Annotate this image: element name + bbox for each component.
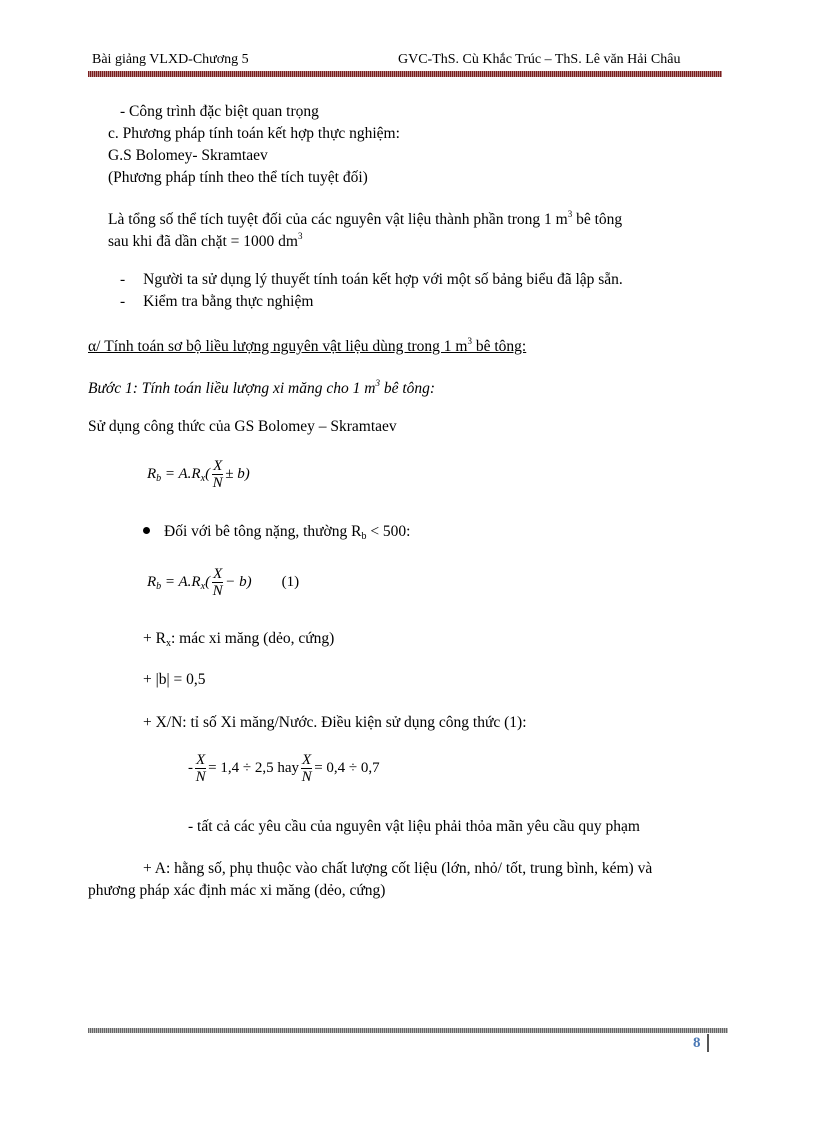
formula-bolomey: $R_b = A.R_x$( $\frac{X}{N}$ ± b) bbox=[147, 458, 250, 491]
xn-condition: - $\frac{X}{N}$ = 1,4 ÷ 2,5 hay $\frac{X}{N}$ = 0,4 ÷ 0,7 bbox=[188, 752, 380, 785]
rx-definition: + $R_x$: mác xi măng (dẻo, cứng) bbox=[143, 630, 335, 649]
section-c-heading: c. Phương pháp tính toán kết hợp thực nghiệm: bbox=[108, 125, 400, 142]
bullet-dot-icon bbox=[143, 527, 150, 534]
xn-definition: + X/N: tỉ số Xi măng/Nước. Điều kiện sử dụng công thức (1): bbox=[143, 714, 527, 731]
a-definition-line-1: + A: hằng số, phụ thuộc vào chất lượng cốt liệu (lớn, nhỏ/ tốt, trung bình, kém) và bbox=[143, 860, 653, 877]
list-item: Đối với bê tông nặng, thường $R_b < 500$: bbox=[143, 523, 411, 542]
footer-divider bbox=[88, 1028, 728, 1033]
a-definition-line-2: phương pháp xác định mác xi măng (dẻo, cứng) bbox=[88, 882, 386, 899]
footer-bar bbox=[707, 1034, 709, 1052]
use-formula-text: Sử dụng công thức của GS Bolomey – Skramtaev bbox=[88, 418, 397, 435]
b-definition: + |b| = 0,5 bbox=[143, 671, 206, 688]
method-note: (Phương pháp tính theo thể tích tuyệt đối) bbox=[108, 169, 368, 186]
definition-line-2: sau khi đã dần chặt = 1000 $dm^3$ bbox=[108, 231, 303, 250]
alpha-heading: α/ Tính toán sơ bộ liều lượng nguyên vật liệu dùng trong 1 $m^3$ bê tông: bbox=[88, 336, 527, 355]
definition-line-1: Là tổng số thể tích tuyệt đối của các nguyên vật liệu thành phần trong 1 $m^3$ bê tông bbox=[108, 209, 623, 228]
method-name: G.S Bolomey- Skramtaev bbox=[108, 147, 268, 164]
header-left: Bài giảng VLXD-Chương 5 bbox=[92, 52, 249, 67]
material-requirement: - tất cả các yêu cầu của nguyên vật liệu phải thỏa mãn yêu cầu quy phạm bbox=[188, 818, 640, 835]
list-item: - Người ta sử dụng lý thuyết tính toán kết hợp với một số bảng biểu đã lập sẵn. bbox=[120, 271, 623, 288]
line-special-works: - Công trình đặc biệt quan trọng bbox=[120, 103, 319, 120]
formula-heavy-concrete: $R_b = A.R_x$( $\frac{X}{N}$ − b) (1) bbox=[147, 566, 300, 599]
equation-number: (1) bbox=[281, 573, 300, 590]
step1-heading: Bước 1: Tính toán liều lượng xi măng cho 1 $m^3$ bê tông: bbox=[88, 378, 436, 397]
list-item: - Kiểm tra bằng thực nghiệm bbox=[120, 293, 314, 310]
page-number: 8 bbox=[693, 1035, 701, 1051]
header-divider bbox=[88, 71, 722, 77]
header-right: GVC-ThS. Cù Khắc Trúc – ThS. Lê văn Hải Châu bbox=[398, 52, 681, 67]
